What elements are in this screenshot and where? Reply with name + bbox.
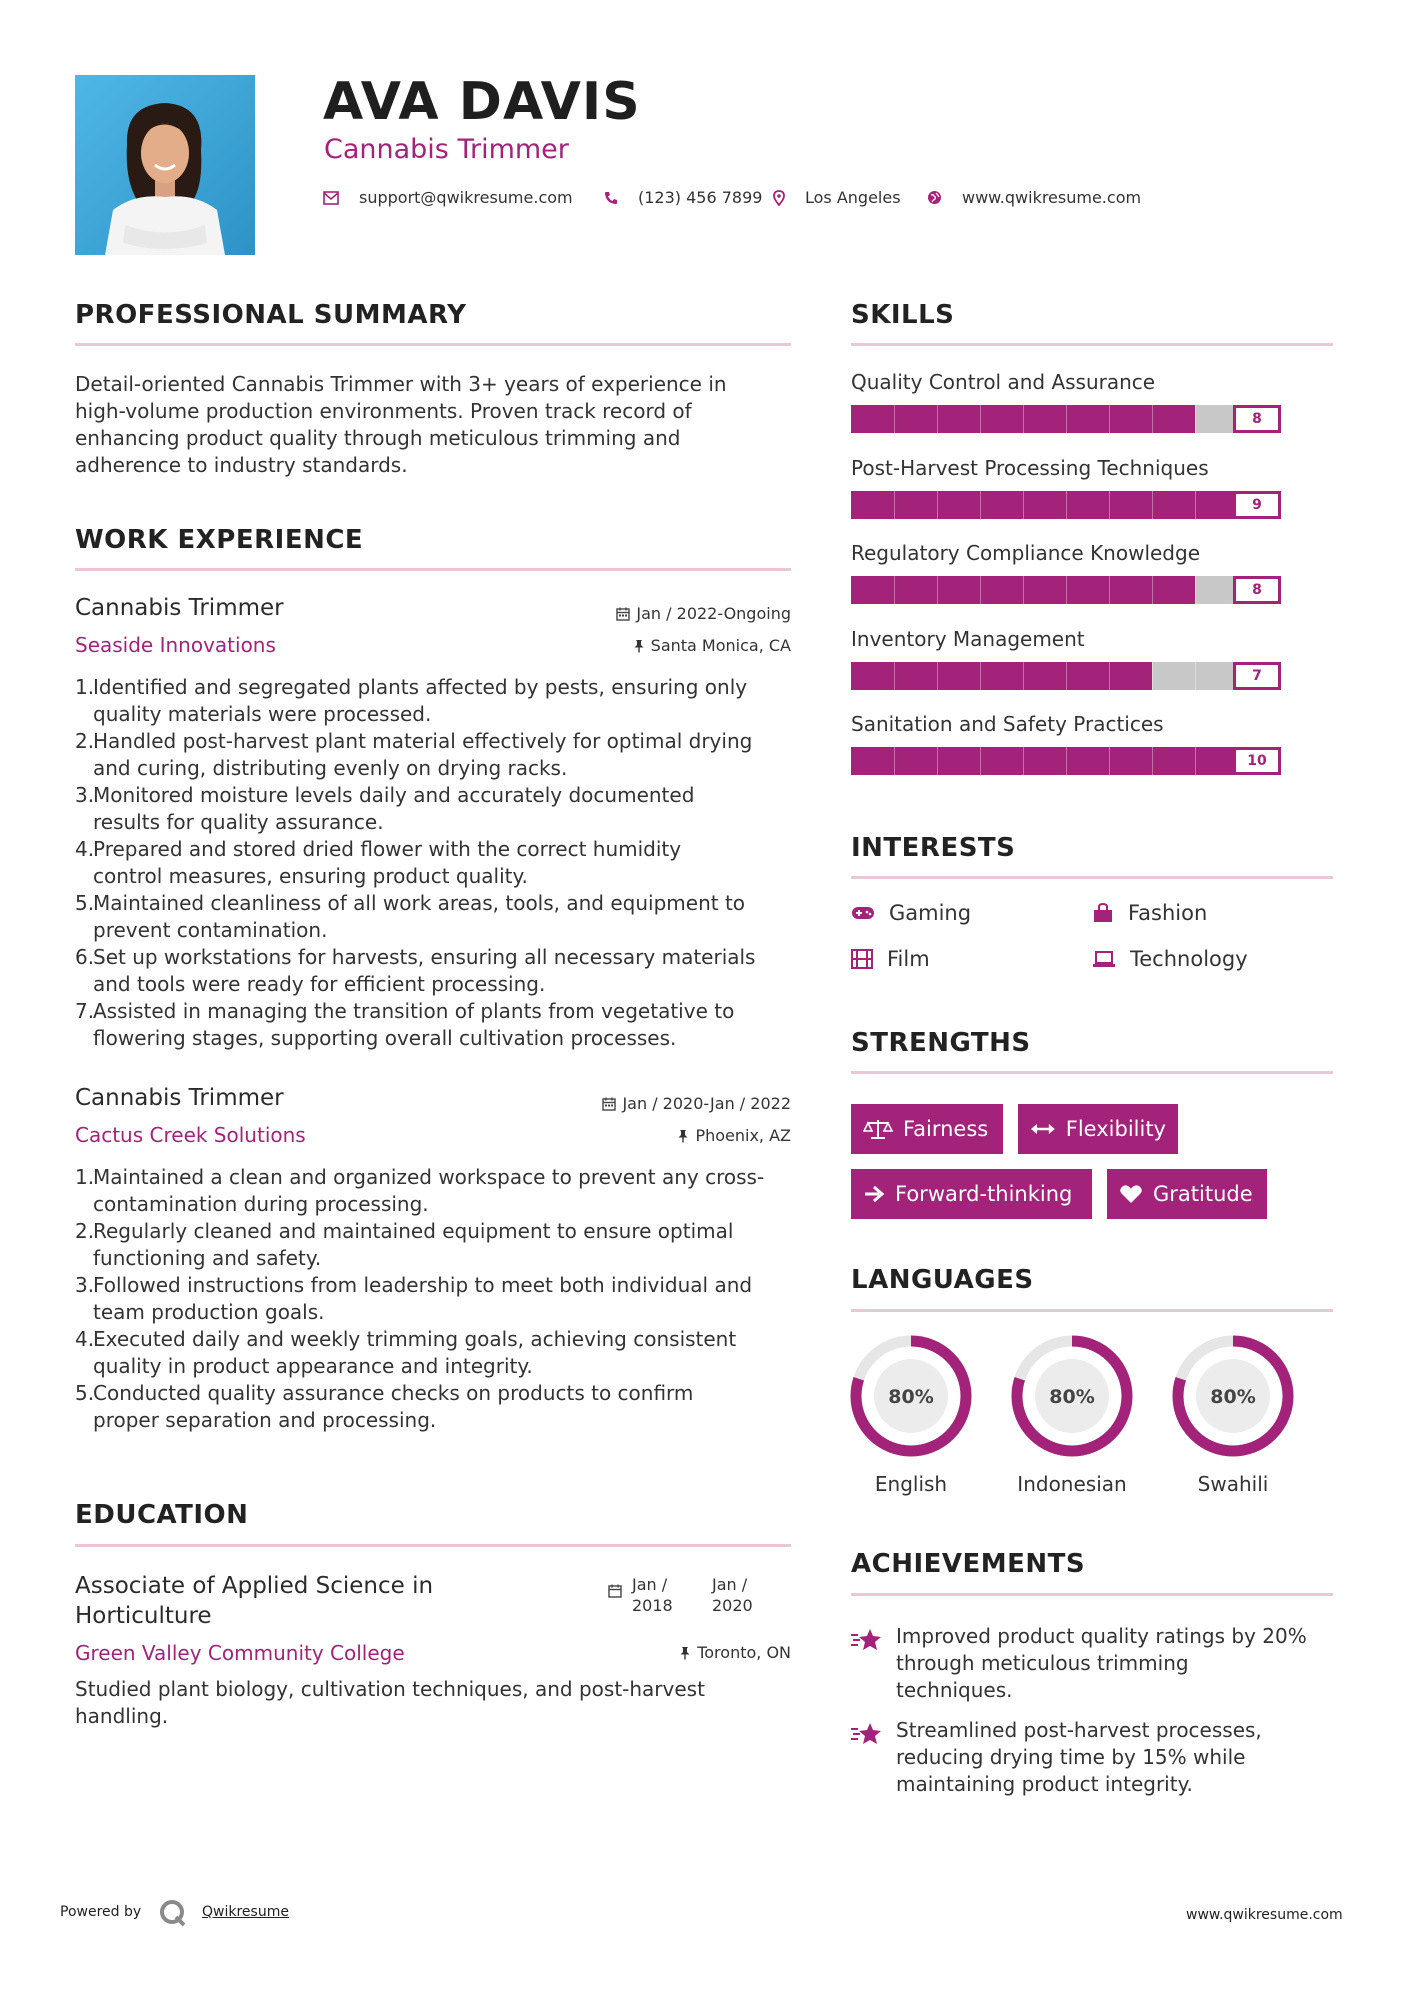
skill-bar-fill [851, 491, 1238, 519]
skill-bar-segment [1109, 747, 1110, 775]
skill-bar-segment [1152, 747, 1153, 775]
skill-bar-segment [1066, 491, 1067, 519]
skill-bar-segment [1066, 576, 1067, 604]
interest-fashion [1092, 901, 1207, 925]
skill-bar-segment [1023, 405, 1024, 433]
duty-item: 3. Monitored moisture levels daily and accurately documented results for quality assurance. [75, 783, 695, 834]
skill-bar-segment [937, 405, 938, 433]
qwikresume-link[interactable]: Qwikresume [202, 1904, 289, 1920]
skill-bar-segment [980, 405, 981, 433]
job-company: Cactus Creek Solutions [75, 1123, 306, 1147]
duty-item: 4. Executed daily and weekly trimming goals, achieving consistent quality in product appearance and integrity. [75, 1327, 737, 1378]
duty-item: 1. Identified and segregated plants affected by pests, ensuring only quality materials were processed. [75, 675, 748, 726]
skill-level-badge: 9 [1233, 491, 1281, 519]
skill-bar-segment [1109, 576, 1110, 604]
strength-label: Forward-thinking [895, 1182, 1073, 1206]
achievements-heading: ACHIEVEMENTS [851, 1549, 1086, 1579]
location-text: Los Angeles [805, 188, 901, 207]
summary-heading: PROFESSIONAL SUMMARY [75, 300, 467, 330]
shooting-star-icon [851, 1721, 883, 1747]
candidate-name: AVA DAVIS [323, 72, 641, 132]
skill-level-badge: 7 [1233, 662, 1281, 690]
contact-location [773, 188, 901, 207]
job-title: Cannabis Trimmer [75, 1085, 284, 1111]
languages-heading: LANGUAGES [851, 1265, 1034, 1295]
footer-website[interactable]: www.qwikresume.com [1186, 1907, 1343, 1923]
interest-technology [1092, 947, 1248, 971]
skills-divider [851, 343, 1333, 346]
duty-item: 5. Conducted quality assurance checks on products to confirm proper separation and processing. [75, 1381, 694, 1432]
skill-item [851, 456, 1333, 519]
skill-bar-segment [980, 662, 981, 690]
skill-bar-segment [1066, 747, 1067, 775]
job-duties [75, 674, 813, 1052]
languages-list [846, 1334, 1336, 1504]
pushpin-icon [677, 1129, 689, 1143]
interest-label: Gaming [889, 901, 972, 925]
globe-icon [927, 190, 942, 205]
skill-bar [851, 491, 1281, 519]
summary-divider [75, 343, 791, 346]
achievement-text: Improved product quality ratings by 20% through meticulous trimming techniques. [896, 1624, 1307, 1702]
skill-bar-segment [894, 662, 895, 690]
skill-bar-segment [980, 576, 981, 604]
candidate-title: Cannabis Trimmer [324, 134, 569, 165]
skill-item [851, 370, 1333, 433]
shopping-bag-icon [1092, 903, 1114, 923]
website-text: www.qwikresume.com [962, 188, 1142, 207]
duty-item: 7. Assisted in managing the transition of plants from vegetative to flowering stages, supporting overall cultivation processes. [75, 999, 735, 1050]
skill-item [851, 627, 1333, 690]
achievement-text: Streamlined post-harvest processes, reducing drying time by 15% while maintaining product integrity. [896, 1718, 1262, 1796]
job-dates [471, 1094, 791, 1113]
film-icon [851, 949, 873, 969]
skill-bar-segment [1109, 405, 1110, 433]
skill-bar-segment [937, 747, 938, 775]
degree-line: Associate of Applied Science in [75, 1573, 434, 1599]
skill-bar [851, 662, 1281, 690]
job-company: Seaside Innovations [75, 633, 276, 657]
skills-heading: SKILLS [851, 300, 955, 330]
gamepad-icon [851, 905, 875, 921]
qwikresume-logo-icon [158, 1898, 188, 1928]
skill-bar-segment [1195, 747, 1196, 775]
skill-bar-segment [937, 576, 938, 604]
skill-bar-segment [894, 405, 895, 433]
skill-bar-segment [894, 576, 895, 604]
skill-bar-segment [894, 747, 895, 775]
school-name: Green Valley Community College [75, 1641, 405, 1665]
heart-icon [1119, 1183, 1143, 1205]
skill-bar-segment [1195, 491, 1196, 519]
interests-divider [851, 876, 1333, 879]
summary-line: high-volume production environments. Proven track record of [75, 399, 692, 423]
interest-label: Technology [1130, 947, 1248, 971]
degree-line: Horticulture [75, 1603, 212, 1629]
skill-bar-segment [1023, 747, 1024, 775]
duty-item: 3. Followed instructions from leadership to meet both individual and team production goals. [75, 1273, 753, 1324]
summary-text [75, 371, 791, 479]
skill-bar-segment [1195, 662, 1196, 690]
skill-bar-segment [980, 747, 981, 775]
strengths-heading: STRENGTHS [851, 1028, 1031, 1058]
language-percent: 80% [1049, 1386, 1095, 1408]
skill-bar-segment [1152, 576, 1153, 604]
job-duties [75, 1164, 813, 1434]
calendar-icon [616, 607, 630, 621]
skill-item [851, 712, 1333, 775]
interest-label: Film [887, 947, 930, 971]
job-dates-text: Jan / 2022-Ongoing [636, 604, 791, 623]
laptop-icon [1092, 950, 1116, 968]
skill-bar-segment [980, 491, 981, 519]
duty-item: 4. Prepared and stored dried flower with the correct humidity control measures, ensuring product quality. [75, 837, 682, 888]
calendar-icon [608, 1584, 622, 1598]
skill-name: Regulatory Compliance Knowledge [851, 541, 1201, 565]
strength-label: Gratitude [1153, 1182, 1253, 1206]
achievements-divider [851, 1593, 1333, 1596]
duty-item: 5. Maintained cleanliness of all work areas, tools, and equipment to prevent contamination. [75, 891, 746, 942]
duty-item: 2. Regularly cleaned and maintained equipment to ensure optimal functioning and safety. [75, 1219, 734, 1270]
envelope-icon [323, 191, 339, 205]
language-name: Swahili [1197, 1472, 1269, 1496]
skill-bar-segment [937, 491, 938, 519]
language-ring [1158, 1334, 1308, 1458]
skill-bar-fill [851, 662, 1152, 690]
skill-bar [851, 405, 1281, 433]
language-ring [997, 1334, 1147, 1458]
skill-bar-segment [937, 662, 938, 690]
education-location [571, 1643, 791, 1662]
job-location-text: Phoenix, AZ [695, 1126, 791, 1145]
degree-title [75, 1571, 433, 1631]
job-title: Cannabis Trimmer [75, 595, 284, 621]
strength-label: Flexibility [1065, 1117, 1166, 1141]
language-percent: 80% [888, 1386, 934, 1408]
summary-line: Detail-oriented Cannabis Trimmer with 3+ years of experience in [75, 372, 727, 396]
skill-name: Quality Control and Assurance [851, 370, 1156, 394]
interest-label: Fashion [1128, 901, 1208, 925]
work-heading: WORK EXPERIENCE [75, 525, 364, 555]
language-percent: 80% [1210, 1386, 1256, 1408]
language-item [1158, 1334, 1308, 1496]
duty-item: 6. Set up workstations for harvests, ensuring all necessary materials and tools were ready for efficient processing. [75, 945, 756, 996]
powered-by-label: Powered by [60, 1904, 142, 1920]
contact-website[interactable] [927, 188, 1141, 207]
arrow-right-icon [863, 1184, 885, 1204]
skill-bar-segment [1152, 662, 1153, 690]
skill-bar-segment [1152, 405, 1153, 433]
email-text: support@qwikresume.com [359, 188, 573, 207]
work-divider [75, 568, 791, 571]
calendar-icon [602, 1097, 616, 1111]
skill-bar-segment [1066, 405, 1067, 433]
strength-tag-forward-thinking [851, 1169, 1092, 1219]
strength-label: Fairness [903, 1117, 989, 1141]
education-start: Jan / 2018 [632, 1575, 673, 1615]
contact-email[interactable] [323, 188, 573, 207]
phone-text: (123) 456 7899 [638, 188, 763, 207]
skill-level-badge: 8 [1233, 405, 1281, 433]
skill-bar-segment [1152, 491, 1153, 519]
interest-gaming [851, 901, 971, 925]
language-item [997, 1334, 1147, 1496]
strength-tag-gratitude [1107, 1169, 1267, 1219]
strength-tag-fairness [851, 1104, 1003, 1154]
interests-heading: INTERESTS [851, 833, 1016, 863]
language-ring [836, 1334, 986, 1458]
interest-film [851, 947, 930, 971]
skill-bar-segment [1023, 662, 1024, 690]
summary-line: adherence to industry standards. [75, 453, 408, 477]
skill-bar-segment [1195, 576, 1196, 604]
job-location [471, 636, 791, 655]
languages-divider [851, 1309, 1333, 1312]
job-dates-text: Jan / 2020-Jan / 2022 [622, 1094, 791, 1113]
strength-tag-flexibility [1018, 1104, 1178, 1154]
contact-phone[interactable] [604, 188, 762, 207]
skill-bar-segment [1066, 662, 1067, 690]
balance-scale-icon [863, 1118, 893, 1140]
skill-bar-segment [1109, 491, 1110, 519]
skill-name: Inventory Management [851, 626, 1085, 651]
skill-bar-segment [1023, 576, 1024, 604]
education-divider [75, 1544, 791, 1547]
job-location [471, 1126, 791, 1145]
summary-line: enhancing product quality through meticulous trimming and [75, 426, 681, 450]
shooting-star-icon [851, 1627, 883, 1653]
profile-photo [75, 75, 255, 255]
language-name: English [874, 1472, 948, 1496]
job-dates [471, 604, 791, 623]
skill-bar-segment [1195, 405, 1196, 433]
skill-level-badge: 10 [1233, 747, 1281, 775]
education-end: Jan / 2020 [712, 1575, 753, 1615]
duty-item: 2. Handled post-harvest plant material effectively for optimal drying and curing, distributing evenly on drying racks. [75, 729, 753, 780]
skill-level-badge: 8 [1233, 576, 1281, 604]
skill-bar-segment [1023, 491, 1024, 519]
strengths-divider [851, 1071, 1333, 1074]
education-description: Studied plant biology, cultivation techniques, and post-harvest handling. [75, 1677, 705, 1728]
skill-name: Post-Harvest Processing Techniques [851, 455, 1209, 480]
skill-item [851, 541, 1333, 604]
map-pin-icon [773, 190, 785, 206]
pushpin-icon [679, 1646, 691, 1660]
skill-bar-segment [894, 491, 895, 519]
education-location-text: Toronto, ON [697, 1643, 791, 1662]
skill-name: Sanitation and Safety Practices [851, 712, 1164, 736]
language-item [836, 1334, 986, 1496]
skill-bar [851, 576, 1281, 604]
skill-bar-segment [1109, 662, 1110, 690]
language-name: Indonesian [1017, 1472, 1127, 1496]
education-heading: EDUCATION [75, 1500, 249, 1530]
pushpin-icon [633, 639, 645, 653]
job-location-text: Santa Monica, CA [650, 636, 791, 655]
phone-icon [604, 191, 618, 205]
arrows-horizontal-icon [1030, 1121, 1056, 1137]
duty-item: 1. Maintained a clean and organized workspace to prevent any cross- contamination during processing. [75, 1165, 765, 1216]
skill-bar [851, 747, 1281, 775]
